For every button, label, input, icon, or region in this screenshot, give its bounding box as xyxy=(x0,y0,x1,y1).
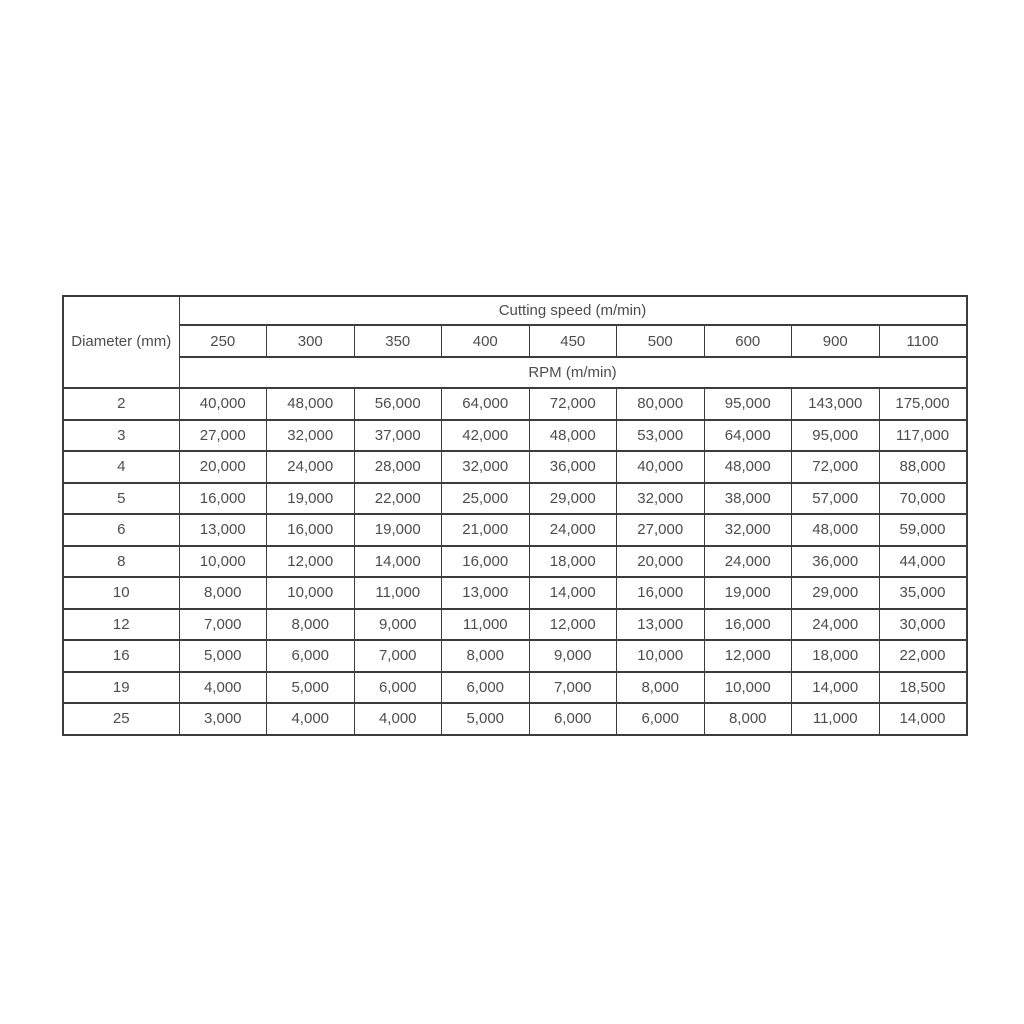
rpm-cell: 7,000 xyxy=(529,672,617,704)
rpm-cell: 32,000 xyxy=(442,451,530,483)
rpm-cell: 4,000 xyxy=(354,703,442,735)
rpm-cell: 95,000 xyxy=(704,388,792,420)
rpm-cell: 5,000 xyxy=(442,703,530,735)
rpm-cell: 13,000 xyxy=(617,609,705,641)
rpm-cell: 48,000 xyxy=(792,514,880,546)
rpm-cell: 30,000 xyxy=(879,609,967,641)
rpm-cell: 11,000 xyxy=(442,609,530,641)
rpm-cell: 24,000 xyxy=(792,609,880,641)
diameter-cell: 2 xyxy=(63,388,179,420)
diameter-cell: 10 xyxy=(63,577,179,609)
rpm-cell: 10,000 xyxy=(704,672,792,704)
header-row-rpm xyxy=(63,357,967,388)
diameter-cell: 3 xyxy=(63,420,179,452)
rpm-cell: 32,000 xyxy=(704,514,792,546)
rpm-cell: 57,000 xyxy=(792,483,880,515)
rpm-cell: 48,000 xyxy=(267,388,355,420)
rpm-cell: 21,000 xyxy=(442,514,530,546)
diameter-cell: 19 xyxy=(63,672,179,704)
rpm-cell: 24,000 xyxy=(704,546,792,578)
rpm-cell: 175,000 xyxy=(879,388,967,420)
rpm-cell: 16,000 xyxy=(267,514,355,546)
table-row xyxy=(63,703,967,735)
rpm-cell: 24,000 xyxy=(267,451,355,483)
rpm-cell: 10,000 xyxy=(617,640,705,672)
rpm-cell: 16,000 xyxy=(179,483,267,515)
rpm-cell: 4,000 xyxy=(179,672,267,704)
table-body xyxy=(63,388,967,735)
rpm-cell: 22,000 xyxy=(879,640,967,672)
speed-column-header: 500 xyxy=(617,325,705,357)
speed-column-header: 250 xyxy=(179,325,267,357)
rpm-cell: 7,000 xyxy=(354,640,442,672)
table-row xyxy=(63,514,967,546)
rpm-cell: 9,000 xyxy=(529,640,617,672)
rpm-cell: 10,000 xyxy=(179,546,267,578)
rpm-cell: 72,000 xyxy=(529,388,617,420)
rpm-cell: 56,000 xyxy=(354,388,442,420)
table-row xyxy=(63,420,967,452)
rpm-cell: 88,000 xyxy=(879,451,967,483)
diameter-cell: 6 xyxy=(63,514,179,546)
rpm-cell: 22,000 xyxy=(354,483,442,515)
rpm-cell: 5,000 xyxy=(267,672,355,704)
speed-column-header: 900 xyxy=(792,325,880,357)
rpm-header-cell: RPM (m/min) xyxy=(179,357,967,388)
rpm-cell: 8,000 xyxy=(704,703,792,735)
rpm-cell: 10,000 xyxy=(267,577,355,609)
rpm-cell: 11,000 xyxy=(354,577,442,609)
rpm-cell: 14,000 xyxy=(354,546,442,578)
rpm-cell: 37,000 xyxy=(354,420,442,452)
diameter-cell: 5 xyxy=(63,483,179,515)
rpm-cell: 48,000 xyxy=(704,451,792,483)
rpm-cell: 42,000 xyxy=(442,420,530,452)
rpm-cell: 40,000 xyxy=(179,388,267,420)
table-row xyxy=(63,483,967,515)
rpm-cell: 9,000 xyxy=(354,609,442,641)
rpm-cell: 20,000 xyxy=(617,546,705,578)
rpm-cell: 6,000 xyxy=(529,703,617,735)
speed-rpm-table-container xyxy=(62,295,965,733)
rpm-cell: 8,000 xyxy=(617,672,705,704)
rpm-cell: 36,000 xyxy=(792,546,880,578)
cutting-speed-header-cell: Cutting speed (m/min) xyxy=(179,296,967,325)
rpm-cell: 6,000 xyxy=(354,672,442,704)
rpm-cell: 32,000 xyxy=(267,420,355,452)
rpm-cell: 32,000 xyxy=(617,483,705,515)
rpm-cell: 11,000 xyxy=(792,703,880,735)
table-row xyxy=(63,640,967,672)
rpm-cell: 80,000 xyxy=(617,388,705,420)
rpm-cell: 28,000 xyxy=(354,451,442,483)
diameter-cell: 25 xyxy=(63,703,179,735)
rpm-cell: 14,000 xyxy=(879,703,967,735)
table-row xyxy=(63,546,967,578)
rpm-cell: 35,000 xyxy=(879,577,967,609)
rpm-cell: 19,000 xyxy=(704,577,792,609)
rpm-cell: 44,000 xyxy=(879,546,967,578)
table-row xyxy=(63,609,967,641)
table-header xyxy=(63,296,967,388)
rpm-cell: 6,000 xyxy=(617,703,705,735)
speed-column-header: 600 xyxy=(704,325,792,357)
diameter-cell: 8 xyxy=(63,546,179,578)
rpm-cell: 8,000 xyxy=(267,609,355,641)
rpm-cell: 14,000 xyxy=(792,672,880,704)
rpm-cell: 64,000 xyxy=(704,420,792,452)
table-row xyxy=(63,451,967,483)
speed-column-header: 450 xyxy=(529,325,617,357)
rpm-cell: 20,000 xyxy=(179,451,267,483)
rpm-cell: 19,000 xyxy=(354,514,442,546)
rpm-cell: 12,000 xyxy=(704,640,792,672)
rpm-cell: 29,000 xyxy=(792,577,880,609)
rpm-cell: 53,000 xyxy=(617,420,705,452)
header-row-speed-values xyxy=(63,325,967,357)
table-row xyxy=(63,577,967,609)
rpm-cell: 95,000 xyxy=(792,420,880,452)
rpm-cell: 59,000 xyxy=(879,514,967,546)
rpm-cell: 19,000 xyxy=(267,483,355,515)
rpm-cell: 6,000 xyxy=(267,640,355,672)
rpm-cell: 14,000 xyxy=(529,577,617,609)
rpm-cell: 18,000 xyxy=(792,640,880,672)
rpm-cell: 6,000 xyxy=(442,672,530,704)
rpm-cell: 8,000 xyxy=(442,640,530,672)
rpm-cell: 38,000 xyxy=(704,483,792,515)
rpm-cell: 12,000 xyxy=(529,609,617,641)
rpm-cell: 64,000 xyxy=(442,388,530,420)
rpm-cell: 3,000 xyxy=(179,703,267,735)
rpm-cell: 27,000 xyxy=(179,420,267,452)
diameter-cell: 4 xyxy=(63,451,179,483)
speed-column-header: 400 xyxy=(442,325,530,357)
rpm-cell: 70,000 xyxy=(879,483,967,515)
header-row-cutting-speed xyxy=(63,296,967,325)
rpm-cell: 117,000 xyxy=(879,420,967,452)
speed-column-header: 300 xyxy=(267,325,355,357)
rpm-cell: 143,000 xyxy=(792,388,880,420)
rpm-cell: 36,000 xyxy=(529,451,617,483)
rpm-cell: 12,000 xyxy=(267,546,355,578)
diameter-header-cell: Diameter (mm) xyxy=(63,296,179,388)
rpm-cell: 8,000 xyxy=(179,577,267,609)
rpm-cell: 18,500 xyxy=(879,672,967,704)
diameter-cell: 16 xyxy=(63,640,179,672)
diameter-cell: 12 xyxy=(63,609,179,641)
rpm-cell: 24,000 xyxy=(529,514,617,546)
rpm-cell: 16,000 xyxy=(442,546,530,578)
rpm-cell: 4,000 xyxy=(267,703,355,735)
speed-column-header: 1100 xyxy=(879,325,967,357)
rpm-cell: 7,000 xyxy=(179,609,267,641)
speed-rpm-table xyxy=(62,295,968,736)
rpm-cell: 13,000 xyxy=(179,514,267,546)
rpm-cell: 29,000 xyxy=(529,483,617,515)
rpm-cell: 25,000 xyxy=(442,483,530,515)
rpm-cell: 27,000 xyxy=(617,514,705,546)
table-row xyxy=(63,672,967,704)
rpm-cell: 13,000 xyxy=(442,577,530,609)
table-row xyxy=(63,388,967,420)
rpm-cell: 48,000 xyxy=(529,420,617,452)
rpm-cell: 16,000 xyxy=(704,609,792,641)
rpm-cell: 40,000 xyxy=(617,451,705,483)
rpm-cell: 16,000 xyxy=(617,577,705,609)
rpm-cell: 5,000 xyxy=(179,640,267,672)
rpm-cell: 72,000 xyxy=(792,451,880,483)
speed-column-header: 350 xyxy=(354,325,442,357)
rpm-cell: 18,000 xyxy=(529,546,617,578)
